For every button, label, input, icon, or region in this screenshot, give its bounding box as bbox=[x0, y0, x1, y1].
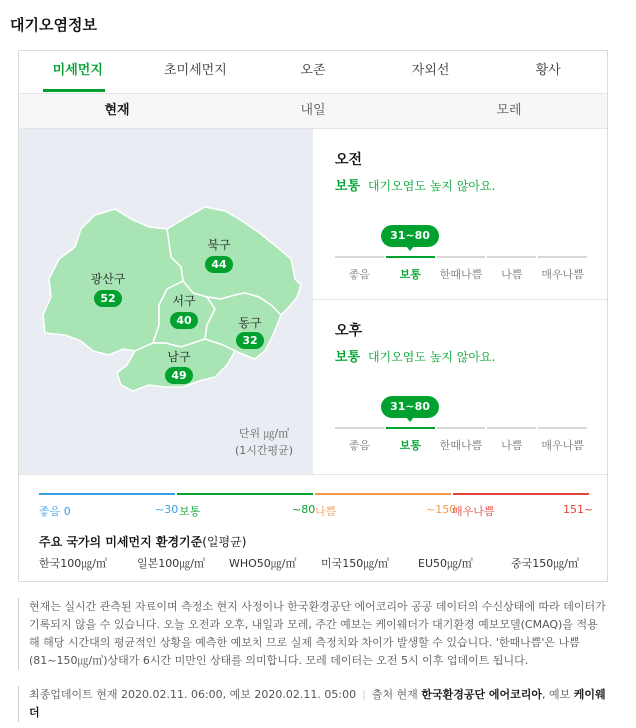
period-title: 오전 bbox=[335, 152, 363, 168]
scale-normal: 보통 bbox=[386, 427, 435, 453]
scale-very-bad: 매우나쁨 bbox=[538, 256, 587, 282]
legend-very-bad-label: 매우나쁨 bbox=[452, 505, 495, 518]
pollutant-tabs bbox=[19, 51, 607, 93]
legend-good-bar bbox=[39, 493, 175, 495]
legend-bad-label: 나쁨 bbox=[315, 505, 337, 518]
standards-title bbox=[39, 533, 246, 550]
grade-scale bbox=[335, 427, 587, 453]
legend-color-bar bbox=[39, 493, 589, 495]
standard-eu: EU50㎍/㎥ bbox=[418, 557, 473, 570]
air-quality-card bbox=[18, 50, 608, 582]
divider: | bbox=[362, 688, 366, 701]
map-unit-note bbox=[235, 425, 293, 459]
standard-usa: 미국150㎍/㎥ bbox=[321, 557, 389, 570]
tab-ozone[interactable]: 오존 bbox=[300, 63, 326, 78]
legend-normal-max: ~80 bbox=[292, 503, 316, 516]
region-label-donggu: 동구 bbox=[238, 316, 262, 330]
info-notes: 현재는 실시간 관측된 자료이며 측정소 현지 사정이나 한국환경공단 에어코리아 공공 데이터의 수신상태에 따라 데이터가 기록되지 않을 수 있습니다. 오늘 오전과 오후, 내일과 모레, 주간 예보는 케이웨더가 대기환경 예보모델(CMAQ)을 적용해 해당 시간대의 평균적인 상황을 예측한 예보치 므로 실제 측정치와 차이가 발생할 수 있습니다. '한때나쁨'은 나쁨(81~150㎍/㎥)상태가 6시간 미만인 상태를 의미합니다. 모레 데이터는 오전 5시 이후 업데이트 됩니다. bbox=[18, 598, 608, 670]
source-mid: , 예보 bbox=[542, 688, 571, 701]
standard-korea: 한국100㎍/㎥ bbox=[39, 557, 107, 570]
day-tabs bbox=[19, 93, 607, 129]
region-value-namgu: 49 bbox=[165, 367, 193, 384]
district-map bbox=[19, 129, 313, 474]
active-tab-indicator bbox=[43, 89, 105, 92]
status-grade: 보통 bbox=[335, 179, 361, 194]
scale-bad: 나쁨 bbox=[487, 427, 536, 453]
tab-fine-dust[interactable]: 미세먼지 bbox=[52, 63, 103, 78]
update-info bbox=[18, 686, 608, 722]
legend-very-bad-min: 151~ bbox=[563, 503, 594, 516]
region-value-donggu: 32 bbox=[236, 332, 264, 349]
period-title: 오후 bbox=[335, 323, 363, 339]
scale-sometimes-bad: 한때나쁨 bbox=[437, 427, 486, 453]
update-time: 최종업데이트 현재 2020.02.11. 06:00, 예보 2020.02.11. 05:00 bbox=[29, 688, 357, 701]
legend-normal-bar bbox=[177, 493, 313, 495]
legend-good-label: 좋음 0 bbox=[39, 505, 71, 518]
legend-good-max: ~30 bbox=[155, 503, 179, 516]
range-badge: 31~80 bbox=[381, 396, 439, 418]
region-label-namgu: 남구 bbox=[167, 350, 191, 364]
legend-labels bbox=[39, 503, 594, 518]
source-prefix: 출처 현재 bbox=[371, 688, 418, 701]
status-line bbox=[335, 175, 495, 194]
scale-very-bad: 매우나쁨 bbox=[538, 427, 587, 453]
region-value-bukgu: 44 bbox=[205, 256, 233, 273]
status-line bbox=[335, 346, 495, 365]
source-airkorea-link[interactable]: 한국환경공단 에어코리아 bbox=[421, 688, 543, 701]
region-label-bukgu: 북구 bbox=[207, 238, 231, 252]
status-description: 대기오염도 높지 않아요. bbox=[367, 179, 496, 193]
legend-normal-label: 보통 bbox=[179, 505, 201, 518]
subtab-now[interactable]: 현재 bbox=[104, 103, 130, 118]
tab-uv[interactable]: 자외선 bbox=[411, 63, 450, 78]
scale-normal: 보통 bbox=[386, 256, 435, 282]
tab-ultrafine-dust[interactable]: 초미세먼지 bbox=[163, 63, 227, 78]
map-svg bbox=[19, 129, 313, 474]
region-label-gwangsangu: 광산구 bbox=[90, 272, 126, 286]
scale-bad: 나쁨 bbox=[487, 256, 536, 282]
standard-who: WHO50㎍/㎥ bbox=[229, 557, 297, 570]
standard-japan: 일본100㎍/㎥ bbox=[137, 557, 205, 570]
status-description: 대기오염도 높지 않아요. bbox=[367, 350, 496, 364]
standard-china: 중국150㎍/㎥ bbox=[511, 557, 579, 570]
tab-yellow-dust[interactable]: 황사 bbox=[535, 63, 561, 78]
subtab-day-after[interactable]: 모레 bbox=[496, 103, 522, 118]
scale-good: 좋음 bbox=[335, 256, 384, 282]
page-title: 대기오염정보 bbox=[10, 16, 97, 34]
standards-title-main: 주요 국가의 미세먼지 환경기준 bbox=[39, 535, 203, 549]
legend-bad-max: ~150 bbox=[426, 503, 457, 516]
grade-legend bbox=[19, 474, 607, 582]
scale-sometimes-bad: 한때나쁨 bbox=[437, 256, 486, 282]
forecast-panel bbox=[313, 129, 607, 474]
region-value-seogu: 40 bbox=[170, 312, 198, 329]
source-kweather-link[interactable]: 케이웨더 bbox=[29, 688, 606, 719]
forecast-pm bbox=[313, 299, 607, 469]
unit-average: (1시간평균) bbox=[235, 444, 294, 457]
region-label-seogu: 서구 bbox=[172, 294, 196, 308]
subtab-tomorrow[interactable]: 내일 bbox=[300, 103, 326, 118]
region-value-gwangsangu: 52 bbox=[94, 290, 122, 307]
range-badge: 31~80 bbox=[381, 225, 439, 247]
forecast-am bbox=[313, 129, 607, 299]
legend-bad-bar bbox=[315, 493, 451, 495]
grade-scale bbox=[335, 256, 587, 282]
unit-label: 단위 ㎍/㎥ bbox=[238, 427, 290, 440]
scale-good: 좋음 bbox=[335, 427, 384, 453]
status-grade: 보통 bbox=[335, 350, 361, 365]
standards-title-suffix: (일평균) bbox=[202, 535, 247, 549]
legend-very-bad-bar bbox=[453, 493, 589, 495]
